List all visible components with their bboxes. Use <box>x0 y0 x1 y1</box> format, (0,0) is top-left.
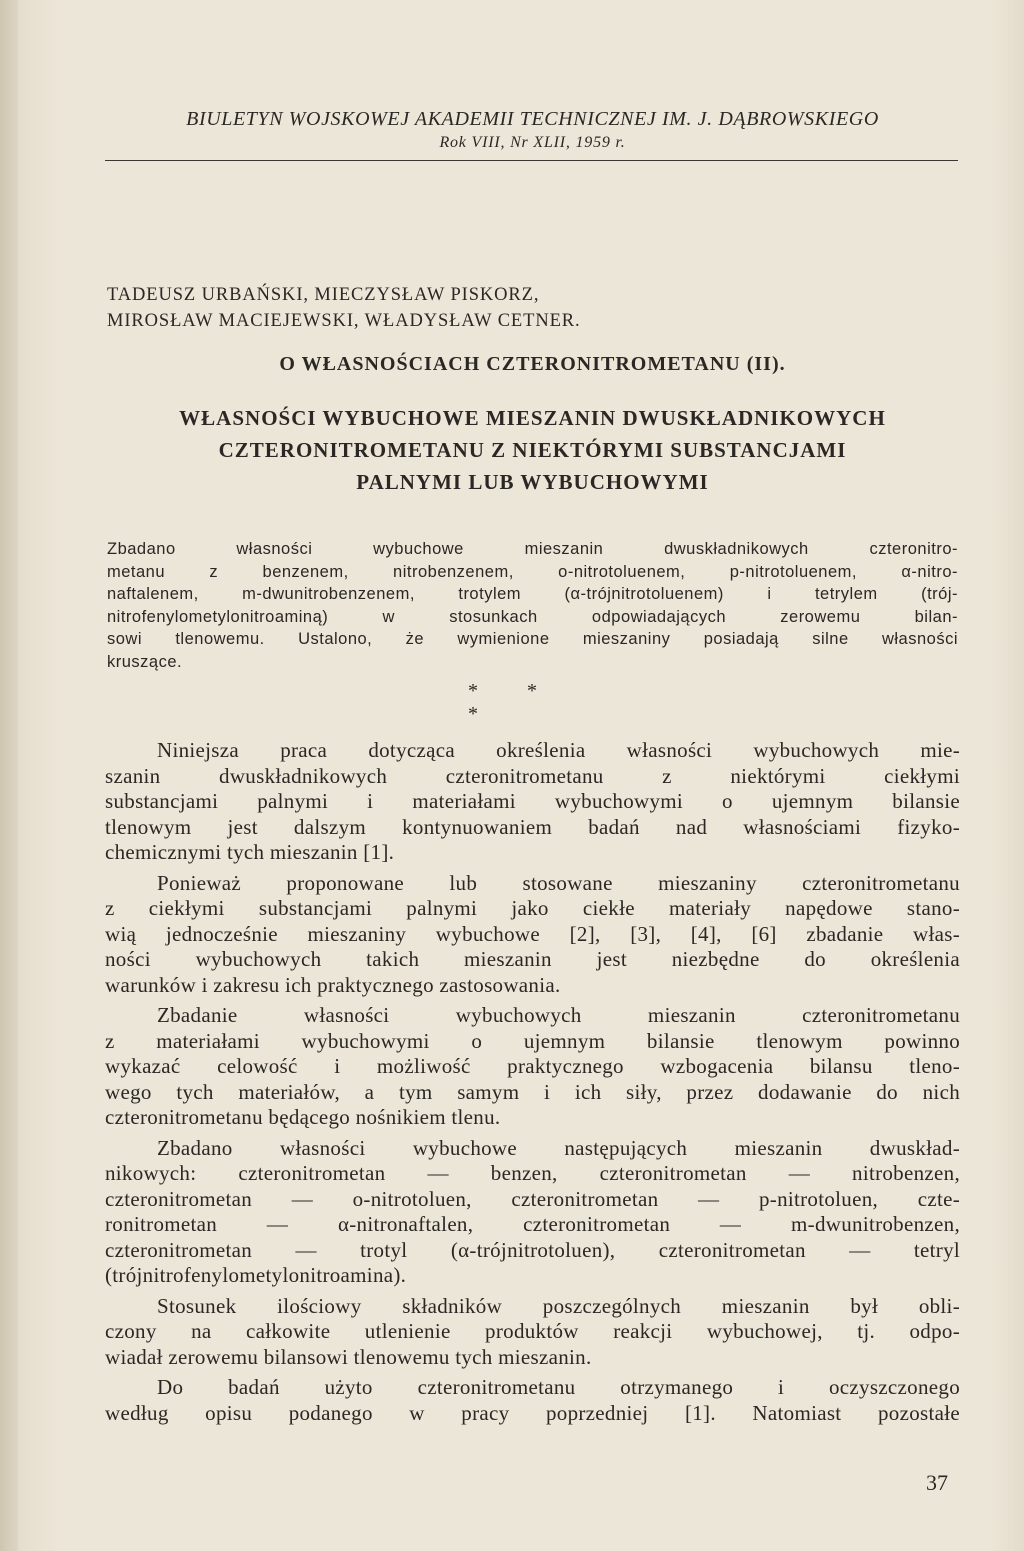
article-body <box>105 738 960 1431</box>
body-line: wego tych materiałów, a tym samym i ich siły, przez dodawanie do nich <box>105 1079 960 1104</box>
subtitle-line-2: CZTERONITROMETANU Z NIEKTÓRYMI SUBSTANCJAMI <box>218 438 847 462</box>
page-number: 37 <box>926 1470 948 1495</box>
body-line: Do badań użyto czteronitrometanu otrzymanego i oczyszczonego <box>157 1375 960 1399</box>
paragraph <box>105 1003 960 1131</box>
body-line: nikowych: czteronitrometan — benzen, czteronitrometan — nitrobenzen, <box>105 1161 960 1185</box>
body-line: czteronitrometanu będącego nośnikiem tlenu. <box>105 1105 501 1129</box>
body-line: Zbadano własności wybuchowe następujących mieszanin dwuskład- <box>157 1135 960 1160</box>
body-line: z ciekłymi substancjami palnymi jako ciekłe materiały napędowe stano- <box>105 896 960 920</box>
body-line: wią jednocześnie mieszaniny wybuchowe [2], [3], [4], [6] zbadanie włas- <box>105 921 960 946</box>
paragraph <box>105 1375 960 1426</box>
authors-line-1: TADEUSZ URBAŃSKI, MIECZYSŁAW PISKORZ, <box>107 285 540 305</box>
paragraph <box>105 1136 960 1289</box>
body-line: warunków i zakresu ich praktycznego zastosowania. <box>105 972 561 997</box>
body-line: czteronitrometan — trotyl (α-trójnitrotoluen), czteronitrometan — tetryl <box>105 1237 960 1262</box>
journal-header: BIULETYN WOJSKOWEJ AKADEMII TECHNICZNEJ IM. J. DĄBROWSKIEGO <box>186 108 879 130</box>
abstract-line: sowi tlenowemu. Ustalono, że wymienione mieszaniny posiadają silne własności <box>107 630 958 648</box>
body-line: z materiałami wybuchowymi o ujemnym bilansie tlenowym powinno <box>105 1028 960 1053</box>
body-line: Ponieważ proponowane lub stosowane mieszaniny czteronitrometanu <box>157 870 960 895</box>
body-line: substancjami palnymi i materiałami wybuchowymi o ujemnym bilansie <box>105 789 960 813</box>
body-line: (trójnitrofenylometylonitroamina). <box>105 1263 407 1287</box>
abstract-line: nitrofenylometylonitroaminą) w stosunkach odpowiadających zerowemu bilan- <box>107 607 958 626</box>
body-line: czteronitrometan — o-nitrotoluen, czteronitrometan — p-nitrotoluen, czte- <box>105 1186 960 1211</box>
body-line: Zbadanie własności wybuchowych mieszanin czteronitrometanu <box>157 1003 960 1027</box>
body-line: wiadał zerowemu bilansowi tlenowemu tych mieszanin. <box>105 1344 592 1369</box>
subtitle-line-3: PALNYMI LUB WYBUCHOWYMI <box>356 470 709 494</box>
authors-line-2: MIROSŁAW MACIEJEWSKI, WŁADYSŁAW CETNER. <box>107 311 581 331</box>
section-separator: * * * <box>468 680 559 725</box>
body-line: szanin dwuskładnikowych czteronitrometanu z niektórymi ciekłymi <box>105 763 960 788</box>
body-line: wykazać celowość i możliwość praktycznego wzbogacenia bilansu tleno- <box>105 1054 960 1078</box>
abstract <box>107 538 958 673</box>
body-line: Stosunek ilościowy składników poszczególnych mieszanin był obli- <box>157 1293 960 1318</box>
body-line: czony na całkowite utlenienie produktów reakcji wybuchowej, tj. odpo- <box>105 1319 960 1343</box>
abstract-line: kruszące. <box>107 652 183 671</box>
article-title: O WŁASNOŚCIACH CZTERONITROMETANU (II). <box>279 353 786 375</box>
body-line: Niniejsza praca dotycząca określenia własności wybuchowych mie- <box>157 738 960 762</box>
body-line: tlenowym jest dalszym kontynuowaniem badań nad własnościami fizyko- <box>105 814 960 839</box>
paragraph <box>105 1294 960 1371</box>
body-line: chemicznymi tych mieszanin [1]. <box>105 840 395 864</box>
abstract-line: naftalenem, m-dwunitrobenzenem, trotylem (α-trójnitrotoluenem) i tetrylem (trój- <box>107 585 958 603</box>
body-line: ności wybuchowych takich mieszanin jest niezbędne do określenia <box>105 947 960 971</box>
body-line: ronitrometan — α-nitronaftalen, czteronitrometan — m-dwunitrobenzen, <box>105 1212 960 1236</box>
binding-edge <box>0 0 18 1551</box>
abstract-line: Zbadano własności wybuchowe mieszanin dwuskładnikowych czteronitro- <box>107 540 958 558</box>
paragraph <box>105 738 960 866</box>
body-line: według opisu podanego w pracy poprzedniej [1]. Natomiast pozostałe <box>105 1400 960 1425</box>
header-rule <box>105 160 958 161</box>
issue-line: Rok VIII, Nr XLII, 1959 r. <box>439 134 626 151</box>
article-subtitle <box>105 402 960 498</box>
abstract-line: metanu z benzenem, nitrobenzenem, o-nitrotoluenem, p-nitrotoluenem, α-nitro- <box>107 562 958 581</box>
paragraph <box>105 871 960 999</box>
subtitle-line-1: WŁASNOŚCI WYBUCHOWE MIESZANIN DWUSKŁADNIKOWYCH <box>179 406 886 430</box>
